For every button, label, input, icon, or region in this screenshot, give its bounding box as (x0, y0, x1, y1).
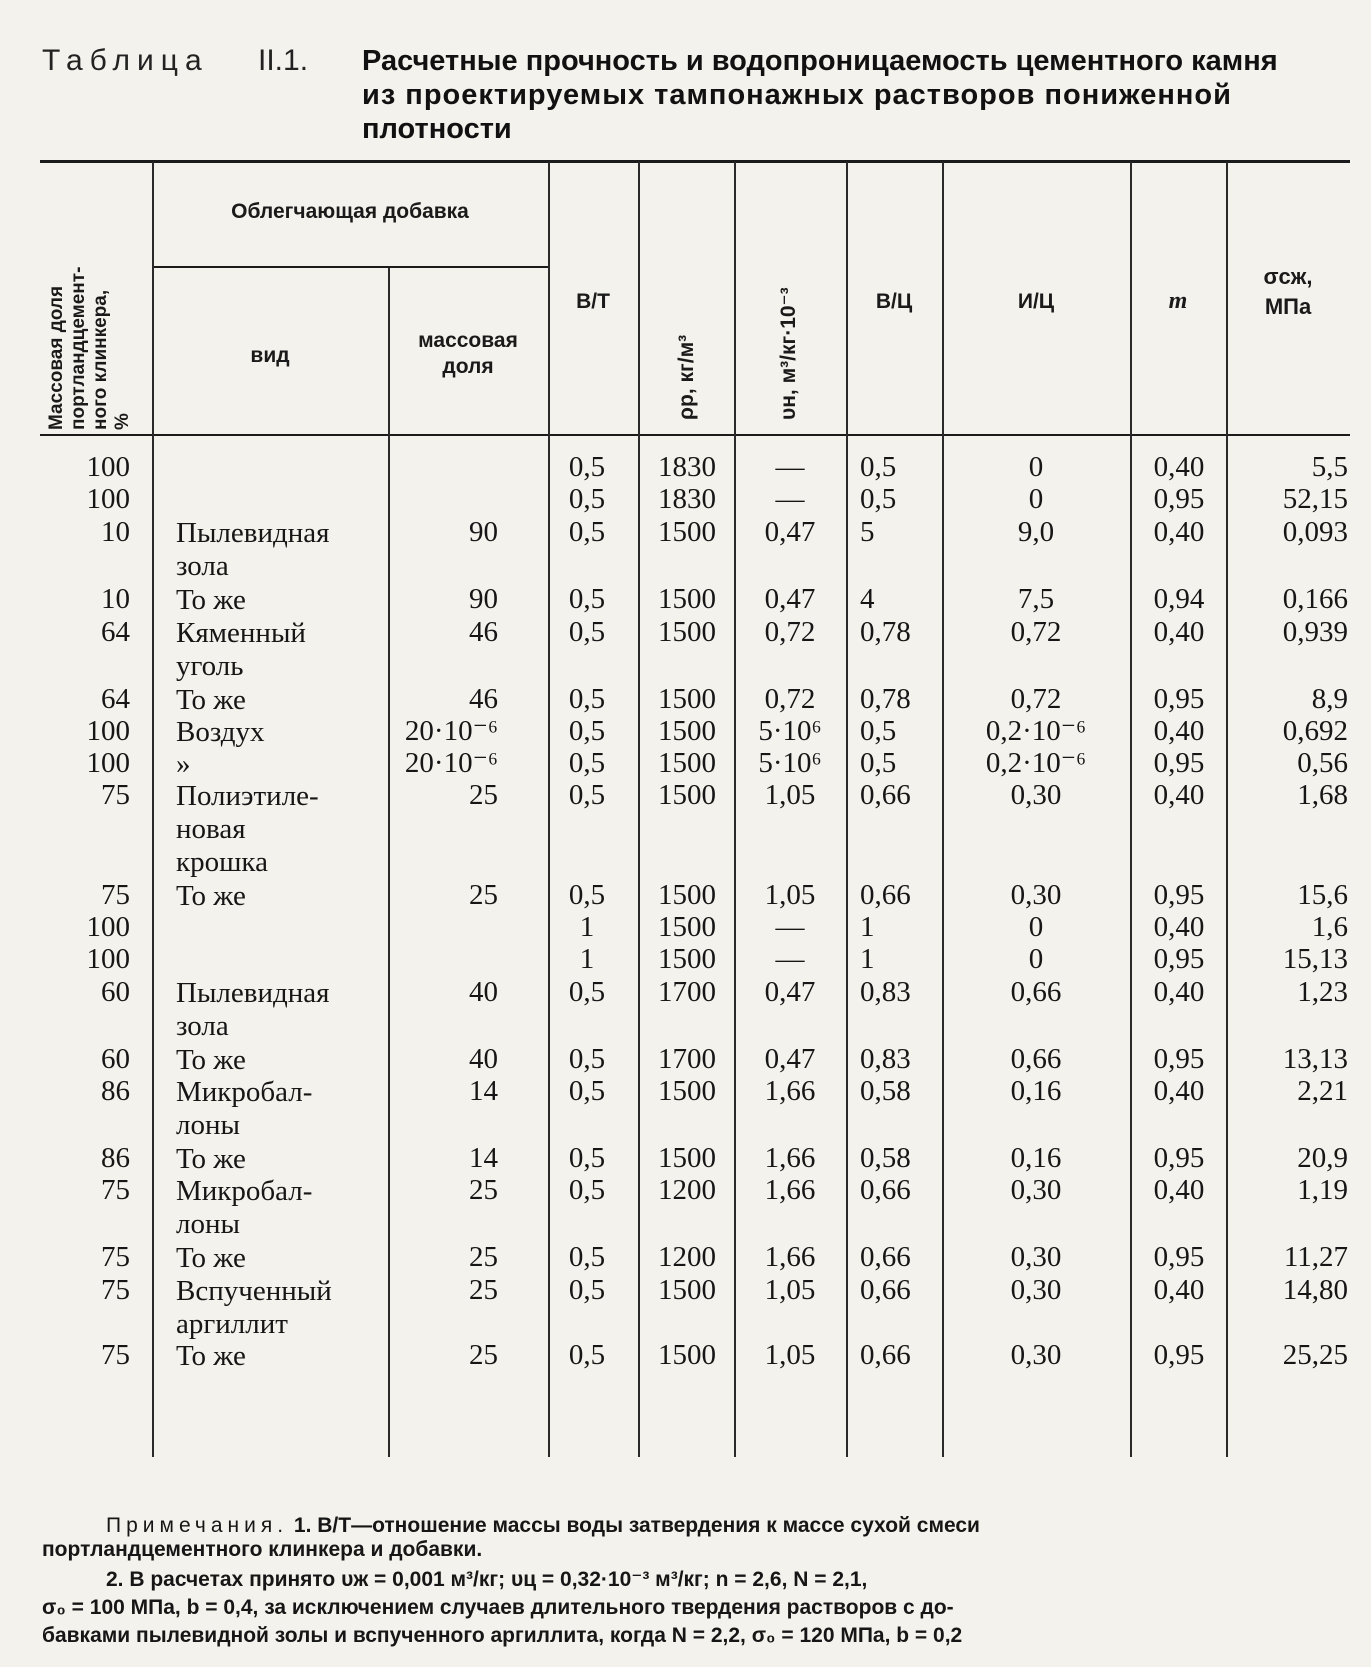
cell-wt: 0,5 (568, 516, 606, 548)
cell-clinker: 100 (86, 911, 130, 943)
cell-mass-share: 25 (469, 1174, 498, 1206)
cell-ic: 0,2·10⁻⁶ (985, 715, 1087, 747)
cell-kind-line: новая (176, 813, 246, 845)
cell-wt: 0,5 (568, 451, 606, 483)
cell-sigma: 0,939 (1282, 616, 1348, 648)
cell-clinker: 10 (101, 583, 130, 615)
cell-clinker: 75 (101, 1241, 130, 1273)
cell-vn: 0,47 (764, 516, 816, 548)
cell-kind-line: То же (176, 1143, 246, 1175)
cell-wc: 0,58 (860, 1075, 911, 1107)
header-mass-share-line: доля (442, 355, 494, 378)
cell-wt: 0,5 (568, 1142, 606, 1174)
cell-wt: 0,5 (568, 715, 606, 747)
cell-kind (176, 1175, 386, 1241)
cell-clinker: 64 (101, 683, 130, 715)
cell-rho: 1500 (658, 879, 716, 911)
notes-text-1: 1. В/Т—отношение массы воды затвердения к массе сухой смеси (293, 1514, 980, 1537)
header-mass-share (388, 328, 548, 380)
cell-wt: 0,5 (568, 483, 606, 515)
cell-clinker: 64 (101, 616, 130, 648)
note-line-2: портландцементного клинкера и добавки. (42, 1538, 483, 1561)
cell-wt: 0,5 (568, 1274, 606, 1306)
cell-wt: 1 (579, 943, 595, 975)
cell-sigma: 52,15 (1282, 483, 1348, 515)
header-sigma-line: σсж, (1263, 264, 1313, 289)
cell-wt: 0,5 (568, 1241, 606, 1273)
cell-ic: 7,5 (1017, 583, 1055, 615)
cell-rho: 1500 (658, 779, 716, 811)
table-caption-label: Таблица (42, 44, 209, 77)
header-clinker-text (46, 267, 134, 430)
cell-ic: 0,16 (1010, 1142, 1062, 1174)
cell-ic: 0,30 (1010, 1274, 1062, 1306)
cell-clinker: 75 (101, 1274, 130, 1306)
header-group-rule (152, 266, 548, 268)
cell-vn: — (775, 451, 805, 483)
cell-kind (176, 584, 386, 617)
cell-wc: 0,66 (860, 1274, 911, 1306)
cell-ic: 0,30 (1010, 1241, 1062, 1273)
header-additive-group: Облегчающая добавка (231, 200, 469, 223)
cell-vn: 0,72 (764, 616, 816, 648)
cell-m: 0,40 (1153, 616, 1205, 648)
cell-vn: 1,66 (764, 1142, 816, 1174)
cell-ic: 0,72 (1010, 683, 1062, 715)
cell-mass-share: 46 (469, 683, 498, 715)
header-wc: В/Ц (875, 290, 913, 313)
cell-clinker: 75 (101, 1174, 130, 1206)
cell-kind-line: зола (176, 550, 229, 582)
table-title-line-2: из проектируемых тампонажных растворов пониженной (362, 79, 1232, 111)
cell-mass-share: 25 (469, 1241, 498, 1273)
cell-kind-line: Микробал- (176, 1175, 313, 1207)
cell-rho: 1500 (658, 1075, 716, 1107)
cell-m: 0,40 (1153, 451, 1205, 483)
cell-clinker: 60 (101, 976, 130, 1008)
cell-ic: 9,0 (1017, 516, 1055, 548)
cell-sigma: 0,56 (1297, 747, 1348, 779)
cell-clinker: 10 (101, 516, 130, 548)
cell-mass-share: 25 (469, 879, 498, 911)
note-line-3: 2. В расчетах принято υж = 0,001 м³/кг; υц = 0,32·10⁻³ м³/кг; n = 2,6, N = 2,1, (106, 1568, 868, 1591)
cell-m: 0,95 (1153, 483, 1205, 515)
cell-kind (176, 517, 386, 583)
col-rule-3 (548, 162, 550, 1457)
cell-ic: 0 (1028, 943, 1044, 975)
cell-rho: 1500 (658, 516, 716, 548)
cell-wt: 0,5 (568, 683, 606, 715)
cell-vn: 1,05 (764, 1274, 816, 1306)
cell-rho: 1500 (658, 1274, 716, 1306)
cell-clinker: 100 (86, 483, 130, 515)
cell-mass-share: 20·10⁻⁶ (404, 747, 498, 779)
cell-m: 0,40 (1153, 779, 1205, 811)
cell-sigma: 0,692 (1282, 715, 1348, 747)
cell-sigma: 0,166 (1282, 583, 1348, 615)
cell-kind (176, 1340, 386, 1373)
cell-mass-share: 46 (469, 616, 498, 648)
cell-rho: 1500 (658, 747, 716, 779)
cell-m: 0,95 (1153, 747, 1205, 779)
cell-vn: 0,47 (764, 1043, 816, 1075)
cell-sigma: 25,25 (1282, 1339, 1348, 1371)
cell-ic: 0,30 (1010, 1174, 1062, 1206)
cell-wc: 0,78 (860, 683, 911, 715)
cell-ic: 0,72 (1010, 616, 1062, 648)
cell-vn: 1,05 (764, 779, 816, 811)
cell-vn: 1,05 (764, 879, 816, 911)
header-ic: И/Ц (1017, 290, 1055, 313)
cell-wt: 0,5 (568, 1043, 606, 1075)
cell-kind-line: То же (176, 880, 246, 912)
cell-clinker: 100 (86, 715, 130, 747)
cell-wt: 0,5 (568, 1174, 606, 1206)
cell-kind (176, 1143, 386, 1176)
cell-kind-line: То же (176, 684, 246, 716)
cell-mass-share: 25 (469, 779, 498, 811)
cell-ic: 0 (1028, 911, 1044, 943)
cell-wt: 0,5 (568, 616, 606, 648)
cell-sigma: 1,6 (1311, 911, 1348, 943)
cell-wc: 0,66 (860, 1174, 911, 1206)
cell-rho: 1500 (658, 715, 716, 747)
cell-wc: 0,78 (860, 616, 911, 648)
table-top-rule (40, 160, 1350, 163)
cell-clinker: 86 (101, 1142, 130, 1174)
cell-kind-line: Вспученный (176, 1275, 332, 1307)
cell-ic: 0 (1028, 483, 1044, 515)
header-clinker-line: портландцемент- (68, 266, 89, 430)
col-rule-9 (1226, 162, 1228, 1457)
header-bottom-rule (40, 434, 1350, 436)
cell-wc: 5 (860, 516, 875, 548)
cell-wc: 1 (860, 911, 875, 943)
cell-vn: 0,72 (764, 683, 816, 715)
cell-ic: 0,66 (1010, 1043, 1062, 1075)
cell-sigma: 13,13 (1282, 1043, 1348, 1075)
cell-clinker: 75 (101, 879, 130, 911)
cell-kind-line: крошка (176, 846, 268, 878)
cell-clinker: 100 (86, 451, 130, 483)
note-line-5: бавками пылевидной золы и вспученного аргиллита, когда N = 2,2, σ₀ = 120 МПа, b = 0,2 (42, 1624, 963, 1647)
cell-m: 0,95 (1153, 1241, 1205, 1273)
cell-kind (176, 1242, 386, 1275)
cell-clinker: 75 (101, 779, 130, 811)
cell-kind-line: зола (176, 1010, 229, 1042)
cell-rho: 1830 (658, 451, 716, 483)
cell-kind-line: Пылевидная (176, 517, 330, 549)
cell-clinker: 75 (101, 1339, 130, 1371)
cell-rho: 1500 (658, 911, 716, 943)
cell-rho: 1200 (658, 1174, 716, 1206)
cell-kind-line: лоны (176, 1109, 240, 1141)
cell-wc: 0,5 (860, 483, 897, 515)
cell-sigma: 2,21 (1297, 1075, 1348, 1107)
cell-m: 0,40 (1153, 1075, 1205, 1107)
col-rule-6 (846, 162, 848, 1457)
cell-kind (176, 977, 386, 1043)
cell-ic: 0,30 (1010, 1339, 1062, 1371)
cell-wc: 0,83 (860, 976, 911, 1008)
header-sigma (1226, 262, 1350, 322)
cell-rho: 1500 (658, 1339, 716, 1371)
cell-ic: 0 (1028, 451, 1044, 483)
cell-wc: 0,66 (860, 879, 911, 911)
cell-rho: 1500 (658, 943, 716, 975)
cell-kind (176, 617, 386, 683)
cell-kind (176, 1076, 386, 1142)
cell-kind-line: Воздух (176, 716, 265, 748)
cell-kind (176, 780, 386, 879)
cell-m: 0,94 (1153, 583, 1205, 615)
cell-m: 0,95 (1153, 1142, 1205, 1174)
cell-wc: 0,5 (860, 451, 897, 483)
header-wt: В/Т (576, 290, 610, 313)
cell-sigma: 15,6 (1297, 879, 1348, 911)
cell-rho: 1700 (658, 976, 716, 1008)
cell-kind-line: Микробал- (176, 1076, 313, 1108)
cell-mass-share: 25 (469, 1274, 498, 1306)
cell-sigma: 0,093 (1282, 516, 1348, 548)
cell-vn: 0,47 (764, 583, 816, 615)
cell-m: 0,40 (1153, 715, 1205, 747)
cell-rho: 1200 (658, 1241, 716, 1273)
cell-wt: 1 (579, 911, 595, 943)
cell-sigma: 1,68 (1297, 779, 1348, 811)
cell-wt: 0,5 (568, 976, 606, 1008)
cell-sigma: 20,9 (1297, 1142, 1348, 1174)
cell-wc: 0,66 (860, 779, 911, 811)
cell-mass-share: 90 (469, 583, 498, 615)
cell-m: 0,95 (1153, 879, 1205, 911)
cell-kind-line: Кяменный (176, 617, 306, 649)
cell-clinker: 100 (86, 747, 130, 779)
header-clinker-line: Массовая доля (46, 285, 67, 430)
col-rule-7 (942, 162, 944, 1457)
cell-wc: 0,5 (860, 747, 897, 779)
col-rule-5 (734, 162, 736, 1457)
cell-vn: 5·10⁶ (758, 747, 822, 779)
table-title-line-1: Расчетные прочность и водопроницаемость цементного камня (362, 45, 1278, 77)
cell-kind-line: » (176, 748, 191, 780)
cell-kind-line: То же (176, 1044, 246, 1076)
cell-m: 0,40 (1153, 1174, 1205, 1206)
cell-m: 0,40 (1153, 976, 1205, 1008)
cell-kind-line: Полиэтиле- (176, 780, 319, 812)
cell-ic: 0,16 (1010, 1075, 1062, 1107)
cell-ic: 0,66 (1010, 976, 1062, 1008)
cell-sigma: 11,27 (1283, 1241, 1348, 1273)
cell-mass-share: 14 (469, 1142, 498, 1174)
cell-kind (176, 748, 386, 781)
cell-m: 0,95 (1153, 1043, 1205, 1075)
cell-vn: 5·10⁶ (758, 715, 822, 747)
cell-wt: 0,5 (568, 583, 606, 615)
cell-clinker: 100 (86, 943, 130, 975)
cell-kind-line: аргиллит (176, 1308, 288, 1340)
cell-kind-line: То же (176, 1242, 246, 1274)
cell-kind (176, 880, 386, 913)
cell-vn: 1,66 (764, 1075, 816, 1107)
header-clinker-line: % (112, 413, 133, 430)
cell-wc: 0,66 (860, 1241, 911, 1273)
col-rule-8 (1130, 162, 1132, 1457)
cell-wt: 0,5 (568, 1339, 606, 1371)
cell-vn: 1,05 (764, 1339, 816, 1371)
cell-rho: 1830 (658, 483, 716, 515)
cell-vn: 0,47 (764, 976, 816, 1008)
table-caption-number: II.1. (258, 44, 309, 77)
cell-mass-share: 20·10⁻⁶ (404, 715, 498, 747)
cell-vn: — (775, 483, 805, 515)
cell-kind (176, 684, 386, 717)
header-mass-share-line: массовая (418, 329, 518, 352)
cell-ic: 0,30 (1010, 879, 1062, 911)
cell-rho: 1700 (658, 1043, 716, 1075)
cell-mass-share: 40 (469, 976, 498, 1008)
cell-m: 0,95 (1153, 1339, 1205, 1371)
note-line-1 (42, 1514, 1371, 1538)
cell-wt: 0,5 (568, 879, 606, 911)
cell-kind-line: уголь (176, 650, 244, 682)
cell-kind (176, 1044, 386, 1077)
cell-mass-share: 40 (469, 1043, 498, 1075)
cell-m: 0,95 (1153, 943, 1205, 975)
cell-sigma: 14,80 (1282, 1274, 1348, 1306)
header-clinker-line: ного клинкера, (90, 289, 111, 430)
cell-sigma: 15,13 (1282, 943, 1348, 975)
cell-rho: 1500 (658, 583, 716, 615)
col-rule-4 (638, 162, 640, 1457)
cell-vn: 1,66 (764, 1174, 816, 1206)
cell-kind-line: Пылевидная (176, 977, 330, 1009)
cell-m: 0,95 (1153, 683, 1205, 715)
cell-m: 0,40 (1153, 516, 1205, 548)
header-rho-text: ρр, кг/м³ (675, 334, 698, 420)
cell-mass-share: 14 (469, 1075, 498, 1107)
cell-vn: 1,66 (764, 1241, 816, 1273)
cell-clinker: 86 (101, 1075, 130, 1107)
header-sigma-line: МПа (1264, 294, 1312, 319)
cell-m: 0,40 (1153, 911, 1205, 943)
cell-wc: 0,66 (860, 1339, 911, 1371)
cell-wc: 0,58 (860, 1142, 911, 1174)
cell-mass-share: 25 (469, 1339, 498, 1371)
cell-kind (176, 716, 386, 749)
header-m: m (1168, 288, 1188, 314)
cell-mass-share: 90 (469, 516, 498, 548)
cell-ic: 0,30 (1010, 779, 1062, 811)
cell-wc: 4 (860, 583, 875, 615)
cell-kind (176, 1275, 386, 1341)
cell-wt: 0,5 (568, 747, 606, 779)
header-kind: вид (250, 344, 290, 367)
cell-rho: 1500 (658, 683, 716, 715)
table-title-line-3: плотности (362, 113, 512, 145)
cell-wt: 0,5 (568, 779, 606, 811)
cell-vn: — (775, 911, 805, 943)
cell-vn: — (775, 943, 805, 975)
cell-wc: 1 (860, 943, 875, 975)
cell-rho: 1500 (658, 1142, 716, 1174)
cell-kind-line: лоны (176, 1208, 240, 1240)
cell-sigma: 1,19 (1297, 1174, 1348, 1206)
cell-wc: 0,83 (860, 1043, 911, 1075)
header-vn-text: υн, м³/кг·10⁻³ (777, 287, 800, 420)
cell-ic: 0,2·10⁻⁶ (985, 747, 1087, 779)
cell-wc: 0,5 (860, 715, 897, 747)
cell-sigma: 1,23 (1297, 976, 1348, 1008)
cell-wt: 0,5 (568, 1075, 606, 1107)
cell-kind-line: То же (176, 584, 246, 616)
cell-m: 0,40 (1153, 1274, 1205, 1306)
note-line-4: σ₀ = 100 МПа, b = 0,4, за исключением случаев длительного твердения растворов с до- (42, 1596, 954, 1619)
notes-label: Примечания. (106, 1514, 289, 1537)
cell-kind-line: То же (176, 1340, 246, 1372)
cell-sigma: 8,9 (1311, 683, 1348, 715)
cell-rho: 1500 (658, 616, 716, 648)
cell-sigma: 5,5 (1311, 451, 1348, 483)
cell-clinker: 60 (101, 1043, 130, 1075)
